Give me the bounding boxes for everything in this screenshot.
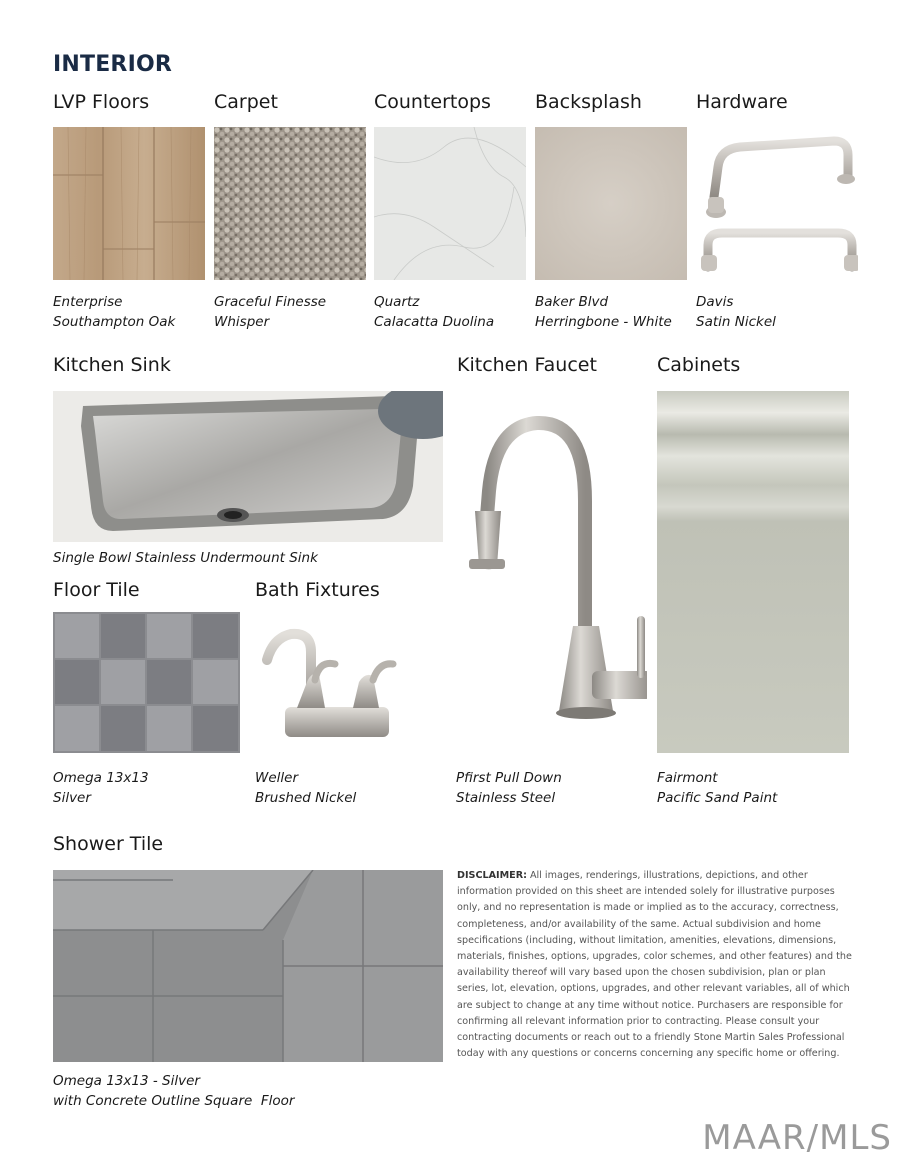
cabinets-swatch [657, 391, 849, 753]
kitchen-sink-caption: Single Bowl Stainless Undermount Sink [53, 550, 318, 566]
mls-watermark: MAAR/MLS [702, 1118, 892, 1158]
shower-tile-image [53, 870, 443, 1062]
hardware-line1: Davis [696, 294, 734, 310]
hardware-line2: Satin Nickel [696, 314, 776, 330]
cabinets-caption [657, 768, 777, 808]
hardware-header: Hardware [696, 91, 788, 113]
shower-tile-caption [53, 1071, 294, 1111]
floor-tile-caption [53, 768, 149, 808]
carpet-header: Carpet [214, 91, 278, 113]
backsplash-header: Backsplash [535, 91, 642, 113]
disclaimer-label: DISCLAIMER: [457, 870, 527, 881]
lvp-floors-header: LVP Floors [53, 91, 150, 113]
floor-tile-swatch [53, 612, 240, 753]
backsplash-swatch [535, 127, 687, 280]
carpet-line1: Graceful Finesse [214, 294, 327, 310]
backsplash-caption [535, 292, 672, 332]
bath-fixtures-caption [255, 768, 356, 808]
kitchen-faucet-caption [456, 768, 562, 808]
lvp-floors-line1: Enterprise [53, 294, 123, 310]
floor-tile-line2: Silver [53, 790, 91, 806]
kitchen-faucet-line1: Pfirst Pull Down [456, 770, 562, 786]
kitchen-faucet-line2: Stainless Steel [456, 790, 556, 806]
shower-tile-line2: with Concrete Outline Square Floor [53, 1093, 295, 1109]
countertops-caption [374, 292, 494, 332]
shower-tile-line1: Omega 13x13 - Silver [53, 1073, 200, 1089]
hardware-pulls-image [696, 127, 858, 280]
carpet-swatch [214, 127, 366, 280]
floor-tile-header: Floor Tile [53, 579, 140, 601]
bath-faucet-image [255, 612, 403, 753]
lvp-floors-line2: Southampton Oak [53, 314, 176, 330]
carpet-caption [214, 292, 326, 332]
bath-fixtures-line2: Brushed Nickel [255, 790, 357, 806]
kitchen-faucet-image [457, 391, 647, 753]
hardware-caption [696, 292, 776, 332]
disclaimer-text [457, 868, 852, 1062]
floor-tile-line1: Omega 13x13 [53, 770, 149, 786]
countertops-header: Countertops [374, 91, 491, 113]
lvp-floors-caption [53, 292, 175, 332]
cabinets-header: Cabinets [657, 354, 741, 376]
bath-fixtures-line1: Weller [255, 770, 299, 786]
backsplash-line1: Baker Blvd [535, 294, 609, 310]
cabinets-line2: Pacific Sand Paint [657, 790, 778, 806]
page-title: INTERIOR [53, 52, 173, 77]
shower-tile-header: Shower Tile [53, 833, 164, 855]
disclaimer-body: All images, renderings, illustrations, depictions, and other information provided on this sheet are intended solely for illustrative purposes only, and no representation is made or implied as to the accuracy, correctness, completeness, and/or availability of the same. Actual subdivision and home specifications (including, without limitation, amenities, elevations, dimensions, materials, finishes, options, upgrades, color schemes, and other features) and the availability thereof will vary based upon the chosen subdivision, plan or plan series, lot, elevation, options, upgrades, and other relevant variables, all of which are subject to change at any time without notice. Purchasers are responsible for confirming all relevant information prior to contracting. Please consult your contracting documents or reach out to a friendly Stone Martin Sales Professional today with any questions or concerns concerning any specific home or offering. [457, 870, 852, 1060]
cabinets-line1: Fairmont [657, 770, 718, 786]
kitchen-sink-header: Kitchen Sink [53, 354, 171, 376]
kitchen-sink-image [53, 391, 443, 542]
carpet-line2: Whisper [214, 314, 270, 330]
backsplash-line2: Herringbone - White [535, 314, 672, 330]
countertops-line1: Quartz [374, 294, 420, 310]
lvp-floor-swatch [53, 127, 205, 280]
countertop-swatch [374, 127, 526, 280]
kitchen-faucet-header: Kitchen Faucet [457, 354, 597, 376]
bath-fixtures-header: Bath Fixtures [255, 579, 380, 601]
countertops-line2: Calacatta Duolina [374, 314, 495, 330]
